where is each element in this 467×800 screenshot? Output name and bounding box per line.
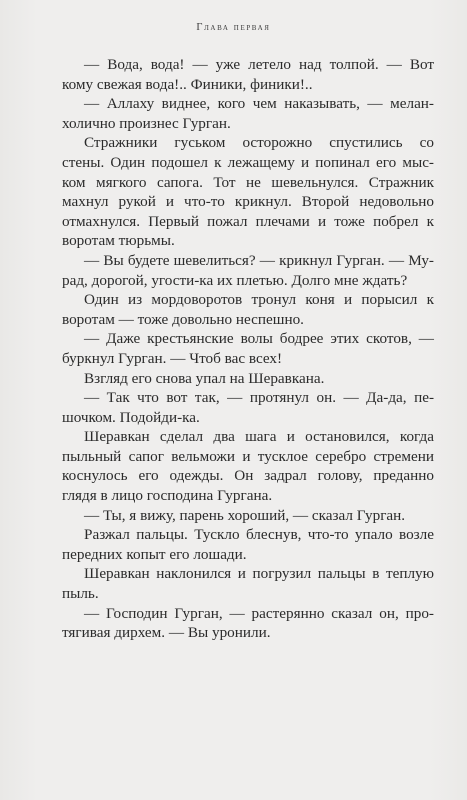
text-line: — Вы будете шевелиться? — крикнул Гурган. — Му- bbox=[84, 251, 434, 269]
paragraph bbox=[62, 388, 434, 427]
paragraph bbox=[62, 290, 434, 329]
text-line: коснулось его одежды. Он задрал голову, преданно bbox=[62, 467, 434, 485]
paragraph bbox=[62, 369, 434, 389]
text-line: рад, дорогой, угости-ка их плетью. Долго мне ждать? bbox=[62, 271, 408, 289]
text-line: пыльный сапог вельможи и тусклое серебро стремени bbox=[62, 447, 434, 465]
text-line: Стражники гуськом осторожно спустились со bbox=[84, 134, 434, 152]
text-line: Шеравкан сделал два шага и остановился, когда bbox=[84, 428, 434, 446]
text-line: — Вода, вода! — уже летело над толпой. — Вот bbox=[84, 56, 434, 73]
paragraph bbox=[62, 525, 434, 564]
text-line: пыль. bbox=[62, 585, 99, 603]
text-line: отмахнулся. Первый пожал плечами и тоже побрел к bbox=[62, 212, 434, 230]
text-line: стены. Один подошел к лежащему и попинал его мыс- bbox=[62, 153, 434, 171]
paragraph bbox=[62, 604, 434, 643]
paragraph bbox=[62, 564, 434, 603]
paragraph bbox=[62, 133, 434, 251]
text-line: кому свежая вода!.. Финики, финики!.. bbox=[62, 75, 313, 93]
text-line: — Ты, я вижу, парень хороший, — сказал Гурган. bbox=[84, 506, 406, 524]
text-line: ком мягкого сапога. Тот не шевельнулся. Стражник bbox=[62, 173, 434, 191]
text-line: Разжал пальцы. Тускло блеснув, что-то упало возле bbox=[84, 526, 434, 544]
text-line: воротам — тоже довольно неспешно. bbox=[62, 310, 304, 328]
text-line: тягивая дирхем. — Вы уронили. bbox=[62, 624, 271, 642]
text-line: Один из мордоворотов тронул коня и порысил к bbox=[84, 291, 434, 309]
text-line: — Аллаху виднее, кого чем наказывать, — мелан- bbox=[84, 95, 434, 113]
text-line: Взгляд его снова упал на Шеравкана. bbox=[84, 369, 325, 387]
text-line: Шеравкан наклонился и погрузил пальцы в теплую bbox=[84, 565, 434, 583]
paragraph bbox=[62, 427, 434, 505]
paragraph bbox=[62, 329, 434, 368]
paragraph bbox=[62, 506, 434, 526]
text-line: глядя в лицо господина Гургана. bbox=[62, 487, 273, 505]
text-line: — Господин Гурган, — растерянно сказал он, про- bbox=[84, 604, 434, 622]
text-line: махнул рукой и что-то крикнул. Второй недовольно bbox=[62, 193, 434, 211]
body-text bbox=[62, 55, 434, 643]
running-head: Глава первая bbox=[196, 22, 271, 33]
text-line: — Так что вот так, — протянул он. — Да-да, пе- bbox=[84, 389, 434, 407]
paragraph bbox=[62, 251, 434, 290]
text-line: буркнул Гурган. — Чтоб вас всех! bbox=[62, 349, 283, 367]
text-line: воротам тюрьмы. bbox=[62, 232, 175, 250]
text-line: передних копыт его лошади. bbox=[62, 545, 247, 563]
paragraph bbox=[62, 55, 434, 94]
text-line: холично произнес Гурган. bbox=[62, 114, 231, 132]
paragraph bbox=[62, 94, 434, 133]
text-line: шочком. Подойди-ка. bbox=[62, 408, 200, 426]
text-line: — Даже крестьянские волы бодрее этих скотов, — bbox=[84, 330, 434, 348]
